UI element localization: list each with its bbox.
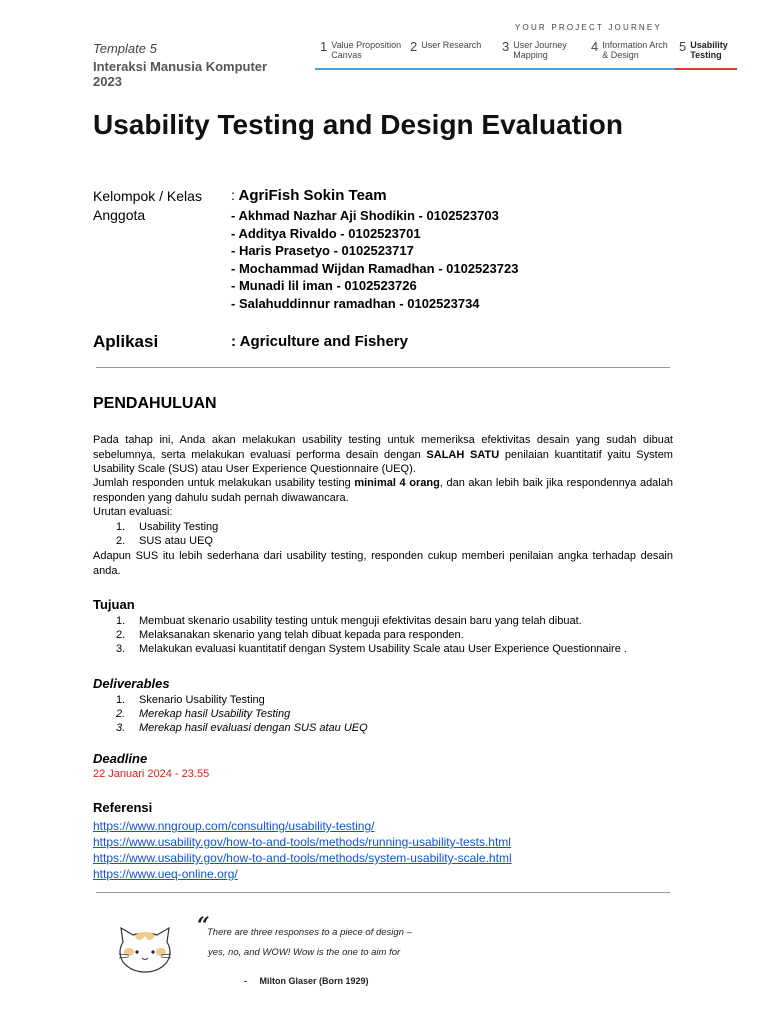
member-item: - Mochammad Wijdan Ramadhan - 0102523723 — [231, 261, 519, 276]
respondent-text: Jumlah responden untuk melakukan usability testing — [93, 477, 355, 489]
list-text: SUS atau UEQ — [139, 535, 213, 547]
divider — [96, 892, 670, 893]
step-number: 4 — [591, 39, 599, 54]
quote-mark: “ — [197, 913, 210, 939]
step-label: User Journey Mapping — [513, 40, 567, 60]
journey-step-1 — [320, 40, 405, 60]
quote-line: There are three responses to a piece of design – — [207, 927, 412, 938]
reference-link[interactable]: https://www.nngroup.com/consulting/usability-testing/ — [93, 819, 375, 833]
journey-progress-bar — [315, 68, 675, 70]
reference-link[interactable]: https://www.usability.gov/how-to-and-tools/methods/system-usability-scale.html — [93, 851, 512, 865]
group-value-row — [231, 187, 387, 204]
list-text: Skenario Usability Testing — [139, 694, 265, 706]
reference-link[interactable]: https://www.ueq-online.org/ — [93, 867, 238, 881]
sus-paragraph: Adapun SUS itu lebih sederhana dari usability testing, responden cukup memberi penilaian angka terhadap desain anda. — [93, 550, 673, 577]
quote-author-row — [244, 976, 369, 986]
step-label: Usability Testing — [690, 40, 728, 60]
step-label: User Research — [421, 40, 482, 50]
members-label: Anggota — [93, 207, 146, 223]
quote-dash: - — [244, 976, 247, 986]
reference-link[interactable]: https://www.usability.gov/how-to-and-tools/methods/running-usability-tests.html — [93, 835, 511, 849]
order-label: Urutan evaluasi: — [93, 506, 173, 518]
journey-active-bar — [675, 68, 737, 70]
section-heading-tujuan: Tujuan — [93, 597, 135, 612]
section-heading-pendahuluan: PENDAHULUAN — [93, 395, 217, 412]
course-label: Interaksi Manusia Komputer 2023 — [93, 59, 268, 89]
journey-step-2 — [410, 40, 491, 54]
quote-line: yes, no, and WOW! Wow is the one to aim for — [208, 947, 401, 958]
step-label: Value Proposition Canvas — [331, 40, 402, 60]
list-text: Membuat skenario usability testing untuk menguji efektivitas desain baru yang telah dibuat. — [139, 615, 582, 627]
list-text: Melaksanakan skenario yang telah dibuat kepada para responden. — [139, 629, 464, 641]
intro-text: penilaian kuantitatif yaitu System Usability Scale (SUS) atau User Experience Questionnaire (UEQ). — [93, 448, 673, 475]
deadline-value: 22 Januari 2024 - 23.55 — [93, 768, 210, 780]
aplikasi-value: : Agriculture and Fishery — [231, 333, 408, 350]
quote-author: Milton Glaser (Born 1929) — [259, 976, 369, 986]
member-item: - Haris Prasetyo - 0102523717 — [231, 243, 414, 258]
member-item: - Akhmad Nazhar Aji Shodikin - 0102523703 — [231, 208, 499, 223]
journey-step-5 — [679, 40, 736, 60]
member-item: - Salahuddinnur ramadhan - 0102523734 — [231, 296, 480, 311]
list-text: Merekap hasil evaluasi dengan SUS atau UEQ — [139, 722, 368, 734]
cat-illustration — [115, 922, 175, 974]
step-label: Information Arch & Design — [602, 40, 668, 60]
list-number: 2. — [116, 535, 126, 547]
respondent-paragraph — [93, 476, 673, 505]
intro-text: Pada tahap ini, Anda akan melakukan usability testing untuk memeriksa efektivitas desain yang sudah dibuat sebelumnya, serta melakukan evaluasi performa desain dengan — [93, 434, 673, 461]
list-number: 1. — [116, 615, 126, 627]
respondent-text: , dan akan lebih baik jika respondennya adalah responden yang dahulu sudah pernah diwawancara. — [93, 477, 673, 504]
divider — [96, 367, 670, 368]
list-number: 1. — [116, 694, 126, 706]
journey-step-3 — [502, 40, 575, 60]
list-number: 3. — [116, 643, 126, 655]
aplikasi-label: Aplikasi — [93, 332, 159, 351]
step-number: 1 — [320, 39, 328, 54]
respondent-emphasis: minimal 4 orang — [354, 477, 440, 489]
step-number: 5 — [679, 39, 687, 54]
list-number: 2. — [116, 629, 126, 641]
group-value: AgriFish Sokin Team — [238, 187, 387, 204]
list-text: Usability Testing — [139, 521, 219, 533]
intro-emphasis: SALAH SATU — [426, 448, 500, 461]
section-heading-deadline: Deadline — [93, 751, 148, 766]
journey-step-4 — [591, 40, 670, 60]
list-number: 3. — [116, 722, 126, 734]
group-label: Kelompok / Kelas — [93, 188, 202, 204]
journey-title: YOUR PROJECT JOURNEY — [515, 23, 662, 32]
member-item: - Munadi lil iman - 0102523726 — [231, 278, 417, 293]
group-separator: : — [231, 187, 235, 203]
step-number: 3 — [502, 39, 510, 54]
list-number: 1. — [116, 521, 126, 533]
list-text: Merekap hasil Usability Testing — [139, 708, 291, 720]
template-label: Template 5 — [93, 41, 157, 56]
section-heading-deliverables: Deliverables — [93, 676, 170, 691]
intro-paragraph — [93, 433, 673, 477]
list-text: Melakukan evaluasi kuantitatif dengan System Usability Scale atau User Experience Questionnaire . — [139, 643, 627, 655]
section-heading-referensi: Referensi — [93, 800, 153, 815]
list-number: 2. — [116, 708, 126, 720]
step-number: 2 — [410, 39, 418, 54]
member-item: - Additya Rivaldo - 0102523701 — [231, 226, 421, 241]
page-title: Usability Testing and Design Evaluation — [93, 109, 624, 140]
